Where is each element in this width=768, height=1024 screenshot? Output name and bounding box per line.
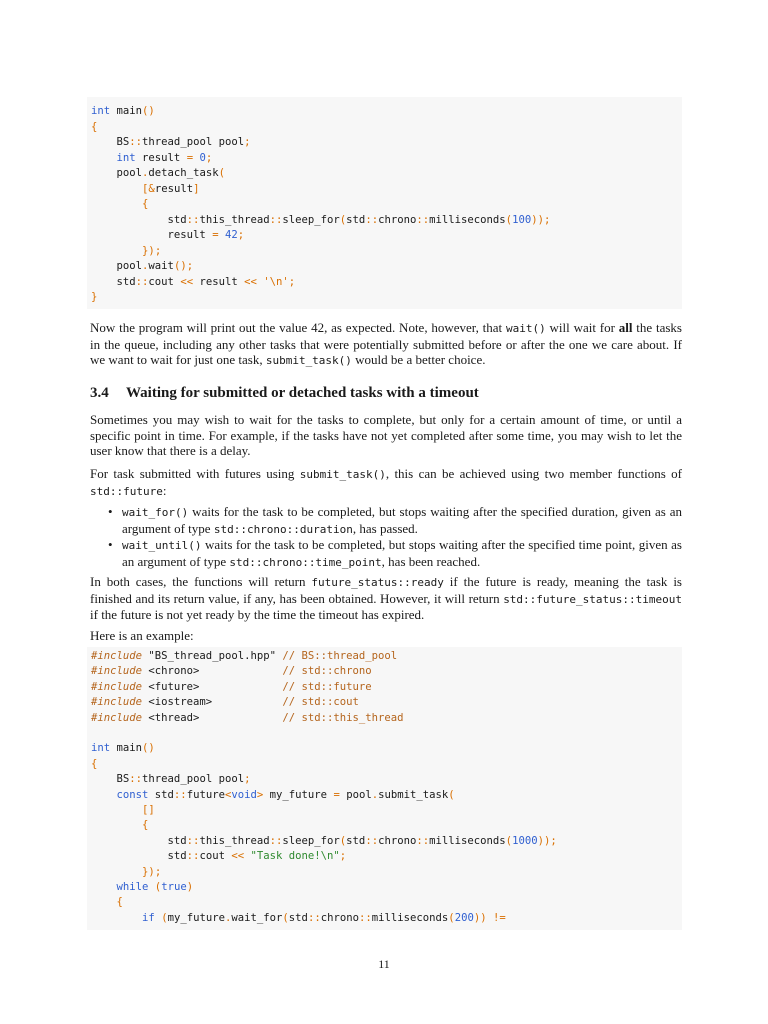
code-line: });	[142, 244, 162, 257]
section-title: Waiting for submitted or detached tasks with a timeout	[126, 385, 479, 401]
inline-code: wait_for()	[122, 506, 189, 519]
text: would be a better choice.	[351, 352, 486, 368]
list-item	[104, 504, 682, 537]
text: :	[162, 482, 167, 498]
code-line: #include <future> // std::future	[91, 680, 372, 693]
inline-code: submit_task()	[299, 468, 386, 481]
code-line: std::this_thread::sleep_for(std::chrono::milliseconds(1000));	[91, 834, 557, 847]
code-line: std::cout << "Task done!\n";	[91, 850, 347, 863]
text: In both cases, the functions will return	[90, 574, 312, 589]
inline-code: std::future	[90, 484, 163, 498]
code-line: if (my_future.wait_for(std::chrono::milliseconds(200)) !=	[142, 911, 506, 924]
code-line: }	[91, 291, 98, 303]
inline-code: wait_until()	[122, 539, 202, 553]
code-line: {	[91, 120, 98, 133]
code-line: #include <iostream> // std::cout	[91, 696, 359, 709]
code-line: []	[142, 804, 155, 816]
inline-code: future_status::ready	[311, 576, 444, 589]
inline-code: wait()	[505, 322, 546, 335]
code-line: while (true)	[116, 881, 194, 893]
paragraph-return-values	[90, 574, 682, 623]
code-block-2	[87, 647, 682, 930]
paragraph-futures	[90, 466, 682, 499]
inline-code: std::chrono::duration	[213, 522, 353, 536]
code-line: pool.detach_task(	[91, 167, 225, 179]
text: , this can be achieved using two member functions of	[385, 466, 682, 481]
code-line: result = 42;	[91, 229, 245, 241]
text: the tasks in the queue, including any other tasks that were potentially submitted before or after the one we care about. If we want to wait for just one task,	[90, 320, 682, 368]
text: Now the program will print out the value 42, as expected. Note, however, that	[90, 320, 506, 335]
text: if the future is ready, meaning the task is finished and its return value, if any, has been obtained. However, it will return	[90, 574, 682, 606]
section-number: 3.4	[90, 385, 109, 401]
section-heading	[90, 385, 479, 402]
code-line: #include <thread> // std::this_thread	[91, 711, 404, 724]
code-line: int main()	[91, 742, 155, 755]
bullet-list	[104, 504, 682, 570]
paragraph-example-intro	[90, 628, 682, 644]
code-line: const std::future<void> my_future = pool.submit_task(	[116, 788, 455, 801]
text: waits for the task to be completed, but stops waiting after the specified duration, given as an argument of type	[122, 504, 682, 536]
code-line: BS::thread_pool pool;	[91, 136, 251, 148]
text: , has passed.	[352, 520, 418, 536]
text: will wait for	[545, 320, 619, 335]
code-line: #include <chrono> // std::chrono	[91, 665, 372, 678]
code-block-1	[87, 97, 682, 309]
list-item	[104, 537, 682, 570]
inline-code: std::future_status::timeout	[503, 592, 682, 606]
code-line: {	[142, 198, 149, 210]
text: waits for the task to be completed, but stops waiting after the specified time point, given as an argument of type	[122, 537, 682, 569]
code-line: #include "BS_thread_pool.hpp" // BS::thread_pool	[91, 650, 398, 662]
code-line: {	[91, 757, 98, 770]
inline-code: std::chrono::time_point	[229, 555, 382, 569]
inline-code: submit_task()	[265, 354, 352, 368]
code-line: {	[116, 896, 123, 909]
code-line: });	[142, 865, 162, 878]
code-line: std::cout << result << '\n';	[91, 275, 296, 288]
text: Sometimes you may wish to wait for the tasks to complete, but only for a certain amount of time, or until a specific point in time. For example, if the tasks have not yet completed after some time, you may wish to let the user know that there is a delay.	[90, 412, 682, 459]
text: For task submitted with futures using	[90, 466, 300, 481]
code-line: std::this_thread::sleep_for(std::chrono::milliseconds(100));	[91, 213, 551, 226]
code-line: [&result]	[142, 182, 200, 195]
text: Here is an example:	[90, 628, 194, 643]
code-line: int main()	[91, 105, 155, 117]
bold-text: all	[618, 320, 633, 335]
code-line: pool.wait();	[91, 260, 194, 272]
code-line: BS::thread_pool pool;	[91, 773, 251, 786]
code-line: {	[142, 819, 149, 832]
text: , has been reached.	[381, 553, 481, 569]
paragraph-wait-explanation	[90, 320, 682, 369]
paragraph-intro	[90, 412, 682, 459]
page-number: 11	[378, 957, 390, 971]
code-line: int result = 0;	[116, 151, 213, 164]
text: if the future is not yet ready by the time the timeout has expired.	[90, 607, 425, 623]
